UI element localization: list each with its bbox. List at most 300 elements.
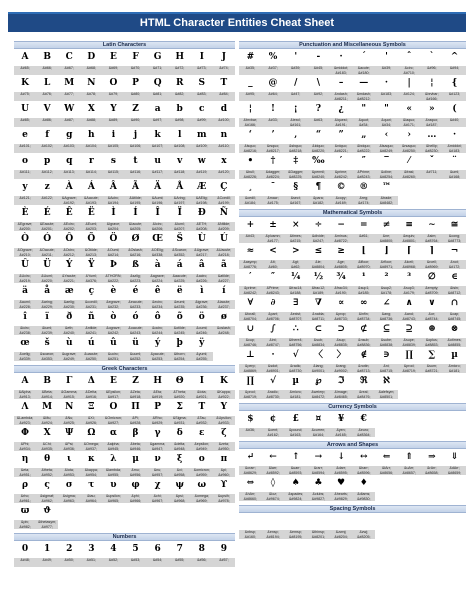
section-heading: Currency Symbols bbox=[239, 403, 466, 411]
entity-code: &ntilde; &#241; bbox=[80, 325, 102, 335]
entity-code: &thinsp; &#8201; bbox=[307, 529, 330, 539]
entity-glyph: £ bbox=[292, 414, 299, 424]
entity-cell bbox=[102, 399, 124, 425]
entity-code: &Phi; &#934; bbox=[14, 441, 36, 451]
entity-glyph: ¸ bbox=[248, 182, 253, 192]
entity-glyph: ‹ bbox=[384, 130, 389, 140]
entity-code: &beta; &#946; bbox=[124, 441, 146, 451]
entity-glyph: í bbox=[222, 286, 226, 296]
entity-glyph: ∠ bbox=[382, 298, 391, 308]
entity-code: &AElig; &#198; bbox=[191, 195, 213, 205]
entity-code: &Delta; &#916; bbox=[80, 389, 102, 399]
entity-glyph: ≠ bbox=[382, 220, 391, 230]
entity-glyph: ℘ bbox=[315, 376, 322, 386]
entity-glyph: ⊇ bbox=[405, 324, 413, 334]
entity-cell bbox=[58, 205, 80, 231]
entity-glyph: τ bbox=[88, 480, 95, 490]
entity-code: &#35; bbox=[239, 65, 262, 75]
entity-glyph bbox=[330, 513, 353, 529]
entity-row bbox=[14, 425, 235, 451]
entity-code: &radic; &#8730; bbox=[262, 389, 285, 399]
entity-code: &omicron; &#959; bbox=[191, 467, 213, 477]
entity-glyph: Ð bbox=[197, 208, 206, 218]
entity-code: &#103; bbox=[58, 143, 80, 153]
entity-glyph: C bbox=[65, 52, 73, 62]
entity-glyph: f bbox=[45, 130, 50, 140]
entity-code: &Epsilon; &#917; bbox=[102, 389, 124, 399]
entity-glyph: V bbox=[43, 104, 51, 114]
entity-cell bbox=[102, 541, 124, 567]
entity-code: &plusmn; &#177; bbox=[262, 233, 285, 243]
entity-cell bbox=[102, 101, 124, 127]
entity-cell bbox=[398, 449, 421, 475]
entity-cell bbox=[352, 411, 375, 437]
entity-code: &piv; &#982; bbox=[14, 519, 36, 529]
entity-code: &rArr; &#8658; bbox=[421, 465, 444, 475]
entity-code: &Oacute; &#211; bbox=[36, 247, 58, 257]
entity-cell bbox=[102, 477, 124, 503]
entity-code: &ucirc; &#251; bbox=[102, 351, 124, 361]
entity-row bbox=[239, 295, 466, 321]
entity-glyph: ↓ bbox=[337, 452, 345, 462]
entity-cell bbox=[375, 373, 398, 399]
entity-glyph: ¥ bbox=[337, 414, 345, 424]
entity-code: &cong; &#8773; bbox=[443, 233, 466, 243]
entity-code: &isin; &#8712; bbox=[443, 285, 466, 295]
entity-code: &#108; bbox=[169, 143, 191, 153]
entity-cell bbox=[443, 101, 466, 127]
entity-row bbox=[14, 541, 235, 567]
entity-code: &#53; bbox=[124, 557, 146, 567]
entity-cell bbox=[352, 101, 375, 127]
entity-code: &minus; &#8722; bbox=[330, 233, 353, 243]
entity-glyph: À bbox=[65, 182, 73, 192]
entity-code: &crarr; &#8629; bbox=[239, 465, 262, 475]
entity-glyph: ÷ bbox=[314, 220, 323, 230]
entity-code: &rceil; &#8969; bbox=[421, 259, 444, 269]
entity-code: &otilde; &#245; bbox=[169, 325, 191, 335]
entity-code: &#82; bbox=[169, 91, 191, 101]
entity-cell bbox=[330, 75, 353, 101]
entity-cell bbox=[169, 477, 191, 503]
entity-code: &lsquo; &#8216; bbox=[239, 143, 262, 153]
entity-code: &Rho; &#929; bbox=[147, 415, 169, 425]
entity-glyph: 9 bbox=[220, 544, 228, 554]
entity-cell bbox=[147, 49, 169, 75]
entity-glyph: κ bbox=[87, 454, 95, 464]
entity-glyph: R bbox=[175, 78, 184, 88]
entity-cell bbox=[330, 243, 353, 269]
entity-code: &nsub; &#8836; bbox=[352, 337, 375, 347]
entity-code: &Igrave; &#204; bbox=[102, 221, 124, 231]
entity-glyph: λ bbox=[110, 454, 117, 464]
entity-cell bbox=[147, 153, 169, 179]
entity-glyph: ∇ bbox=[315, 298, 322, 308]
entity-row bbox=[14, 335, 235, 361]
entity-row bbox=[239, 373, 466, 399]
entity-glyph: w bbox=[197, 156, 206, 166]
entity-cell bbox=[284, 179, 307, 205]
entity-code: &forall; &#8704; bbox=[239, 311, 262, 321]
entity-cell bbox=[36, 257, 58, 283]
entity-glyph: ‘ bbox=[248, 130, 252, 140]
entity-code: &Prime; &#8243; bbox=[352, 169, 375, 179]
entity-glyph: √ bbox=[270, 376, 276, 386]
entity-row bbox=[239, 475, 466, 501]
entity-cell bbox=[330, 321, 353, 347]
entity-glyph: ý bbox=[154, 338, 161, 348]
entity-glyph: Å bbox=[176, 182, 184, 192]
entity-code: &#39; bbox=[375, 65, 398, 75]
entity-code: &#79; bbox=[102, 91, 124, 101]
entity-code: &Zeta; &#918; bbox=[124, 389, 146, 399]
entity-glyph: z bbox=[44, 182, 50, 192]
entity-code: &oplus; &#8853; bbox=[421, 337, 444, 347]
entity-code: &sim; &#8764; bbox=[421, 233, 444, 243]
entity-glyph: ˆ bbox=[406, 52, 412, 62]
entity-cell bbox=[80, 49, 102, 75]
entity-glyph: j bbox=[133, 130, 138, 140]
entity-code: &#121; bbox=[14, 195, 36, 205]
entity-cell bbox=[352, 513, 375, 539]
entity-cell bbox=[102, 179, 124, 205]
entity-glyph: · bbox=[339, 52, 343, 62]
entity-glyph: Η bbox=[153, 376, 162, 386]
entity-glyph: ¢ bbox=[269, 414, 277, 424]
entity-glyph: © bbox=[336, 182, 346, 192]
entity-code: &#63; bbox=[307, 117, 330, 127]
entity-cell bbox=[375, 321, 398, 347]
entity-cell bbox=[352, 217, 375, 243]
entity-code: &pi; &#960; bbox=[213, 467, 235, 477]
entity-glyph: Υ bbox=[220, 402, 228, 412]
entity-glyph: Ù bbox=[197, 234, 206, 244]
entity-cell bbox=[124, 101, 146, 127]
entity-code: &#52; bbox=[102, 557, 124, 567]
entity-code: &Yuml; &#376; bbox=[80, 273, 102, 283]
entity-glyph: Î bbox=[155, 208, 160, 218]
entity-code: &#92; bbox=[307, 91, 330, 101]
entity-glyph: ∏ bbox=[246, 376, 255, 386]
entity-code: &mu; &#956; bbox=[124, 467, 146, 477]
entity-row bbox=[239, 321, 466, 347]
entity-cell bbox=[375, 449, 398, 475]
entity-glyph: θ bbox=[44, 454, 51, 464]
entity-cell bbox=[330, 101, 353, 127]
entity-code: &OElig; &#338; bbox=[147, 247, 169, 257]
entity-cell bbox=[375, 101, 398, 127]
entity-glyph: k bbox=[154, 130, 161, 140]
entity-cell bbox=[375, 179, 398, 205]
entity-code: &perp; &#8869; bbox=[239, 363, 262, 373]
entity-code: &sup1; &#185; bbox=[352, 285, 375, 295]
entity-code: &#61; bbox=[352, 233, 375, 243]
entity-cell bbox=[147, 425, 169, 451]
entity-cell bbox=[262, 411, 285, 437]
entity-glyph: ½ bbox=[313, 272, 324, 282]
entity-glyph: β bbox=[132, 428, 139, 438]
entity-cell bbox=[284, 127, 307, 153]
entity-code: &uArr; &#8657; bbox=[398, 465, 421, 475]
entity-cell bbox=[352, 347, 375, 373]
entity-cell bbox=[14, 49, 36, 75]
entity-code: &Mu; &#924; bbox=[36, 415, 58, 425]
entity-glyph: Q bbox=[153, 78, 162, 88]
entity-glyph: ℵ bbox=[383, 376, 390, 386]
entity-cell bbox=[375, 217, 398, 243]
entity-glyph: ↔ bbox=[360, 452, 368, 462]
entity-cell bbox=[36, 477, 58, 503]
entity-glyph: ( bbox=[452, 104, 457, 114]
entity-cell bbox=[239, 347, 262, 373]
entity-glyph: ê bbox=[154, 286, 161, 296]
entity-glyph: r bbox=[88, 156, 94, 166]
entity-cell bbox=[352, 295, 375, 321]
entity-code: &#72; bbox=[169, 65, 191, 75]
entity-glyph: Ç bbox=[220, 182, 228, 192]
entity-row bbox=[239, 411, 466, 437]
entity-row bbox=[239, 269, 466, 295]
entity-code: &equiv; &#8801; bbox=[398, 233, 421, 243]
entity-code: &Auml; &#196; bbox=[147, 195, 169, 205]
entity-glyph: Ì bbox=[111, 208, 116, 218]
entity-code: &oslash; &#248; bbox=[213, 325, 235, 335]
entity-cell bbox=[239, 321, 262, 347]
entity-cell bbox=[262, 513, 285, 539]
entity-code: &#33; bbox=[262, 117, 285, 127]
entity-cell bbox=[352, 373, 375, 399]
entity-cell bbox=[284, 101, 307, 127]
entity-code: &#83; bbox=[191, 91, 213, 101]
entity-glyph: m bbox=[197, 130, 207, 140]
entity-glyph: ‾ bbox=[384, 156, 389, 166]
entity-glyph: » bbox=[429, 104, 435, 114]
entity-code: &spades; &#9824; bbox=[284, 491, 307, 501]
entity-cell bbox=[80, 477, 102, 503]
entity-cell bbox=[213, 49, 235, 75]
entity-cell bbox=[307, 101, 330, 127]
entity-cell bbox=[102, 451, 124, 477]
entity-code: &brvbar; &#166; bbox=[239, 117, 262, 127]
entity-glyph: J bbox=[221, 52, 227, 62]
entity-cell bbox=[80, 541, 102, 567]
entity-glyph: Ã bbox=[132, 182, 139, 192]
entity-code: &iexcl; &#161; bbox=[284, 117, 307, 127]
entity-code: &#65; bbox=[14, 65, 36, 75]
entity-code: &omega; &#969; bbox=[191, 493, 213, 503]
entity-cell bbox=[398, 75, 421, 101]
entity-code: &Theta; &#920; bbox=[169, 389, 191, 399]
entity-cell bbox=[213, 373, 235, 399]
entity-glyph: O bbox=[109, 78, 118, 88]
entity-code: &#115; bbox=[102, 169, 124, 179]
entity-row bbox=[14, 283, 235, 309]
entity-cell bbox=[169, 75, 191, 101]
entity-cell bbox=[124, 231, 146, 257]
entity-glyph: Γ bbox=[66, 376, 73, 386]
entity-code: &#711; bbox=[421, 169, 444, 179]
entity-glyph: · bbox=[452, 130, 457, 140]
entity-cell bbox=[239, 513, 262, 539]
entity-glyph: ′ bbox=[339, 156, 343, 166]
entity-cell bbox=[191, 127, 213, 153]
entity-cell bbox=[102, 75, 124, 101]
entity-glyph: c bbox=[199, 104, 205, 114]
entity-code: &oelig; &#339; bbox=[14, 351, 36, 361]
entity-glyph: l bbox=[177, 130, 182, 140]
entity-code: &#122; bbox=[36, 195, 58, 205]
entity-glyph: Π bbox=[131, 402, 140, 412]
entity-cell bbox=[421, 153, 444, 179]
entity-code: &cent; &#162; bbox=[262, 427, 285, 437]
entity-glyph: ′ bbox=[249, 272, 252, 282]
entity-code: &Ocirc; &#212; bbox=[58, 247, 80, 257]
entity-glyph: ⊥ bbox=[246, 350, 255, 360]
entity-cell bbox=[80, 283, 102, 309]
entity-glyph: ϒ bbox=[220, 480, 228, 490]
entity-glyph: û bbox=[110, 338, 117, 348]
entity-code: &lsaquo; &#8249; bbox=[375, 143, 398, 153]
entity-glyph: † bbox=[270, 156, 276, 166]
entity-cell bbox=[124, 477, 146, 503]
entity-code: &lceil; &#8968; bbox=[398, 259, 421, 269]
entity-glyph: ë bbox=[176, 286, 183, 296]
entity-code: &#88; bbox=[80, 117, 102, 127]
entity-code: &macr; &#175; bbox=[262, 195, 285, 205]
entity-cell bbox=[14, 101, 36, 127]
entity-code: &#89; bbox=[102, 117, 124, 127]
entity-cell bbox=[239, 179, 262, 205]
entity-glyph: Ý bbox=[66, 260, 73, 270]
entity-cell bbox=[284, 513, 307, 539]
entity-cell bbox=[262, 127, 285, 153]
entity-code: &Tau; &#932; bbox=[191, 415, 213, 425]
entity-code: &Psi; &#936; bbox=[58, 441, 80, 451]
entity-code: &#85; bbox=[14, 117, 36, 127]
entity-code: &yuml; &#255; bbox=[191, 351, 213, 361]
entity-cell bbox=[36, 205, 58, 231]
entity-glyph: L bbox=[43, 78, 51, 88]
entity-glyph: ω bbox=[197, 480, 207, 490]
entity-code: &#110; bbox=[213, 143, 235, 153]
entity-glyph: H bbox=[175, 52, 184, 62]
entity-cell bbox=[36, 153, 58, 179]
entity-glyph: υ bbox=[110, 480, 117, 490]
entity-cell bbox=[14, 153, 36, 179]
entity-glyph: p bbox=[43, 156, 51, 166]
entity-code: &laquo; &#171; bbox=[398, 117, 421, 127]
entity-glyph: æ bbox=[64, 286, 74, 296]
entity-code: &uuml; &#252; bbox=[124, 351, 146, 361]
entity-code: &ETH; &#208; bbox=[191, 221, 213, 231]
entity-code: &hearts; &#9829; bbox=[330, 491, 353, 501]
entity-cell bbox=[375, 75, 398, 101]
entity-cell bbox=[284, 347, 307, 373]
entity-glyph: ϖ bbox=[20, 506, 30, 516]
entity-code: &#124; bbox=[398, 91, 421, 101]
entity-code: &#67; bbox=[58, 65, 80, 75]
entity-cell bbox=[375, 347, 398, 373]
entity-cell bbox=[36, 399, 58, 425]
entity-code: &#99; bbox=[191, 117, 213, 127]
entity-code: &dagger; &#8224; bbox=[262, 169, 285, 179]
entity-cell bbox=[330, 127, 353, 153]
entity-glyph: ∫ bbox=[270, 324, 276, 334]
entity-code: &#64; bbox=[262, 91, 285, 101]
entity-cell bbox=[147, 231, 169, 257]
entity-row bbox=[239, 217, 466, 243]
entity-code: &emsp; &#8195; bbox=[284, 529, 307, 539]
entity-code: &loz; &#9674; bbox=[262, 491, 285, 501]
entity-row bbox=[14, 179, 235, 205]
entity-cell bbox=[330, 513, 353, 539]
entity-cell bbox=[102, 205, 124, 231]
entity-cell bbox=[169, 205, 191, 231]
entity-cell bbox=[169, 335, 191, 361]
entity-code: &ccedil; &#231; bbox=[80, 299, 102, 309]
entity-glyph: 0 bbox=[21, 544, 29, 554]
entity-cell bbox=[352, 475, 375, 501]
entity-code: &Uacute; &#218; bbox=[213, 247, 235, 257]
entity-row bbox=[239, 243, 466, 269]
entity-code: &exist; &#8707; bbox=[284, 311, 307, 321]
entity-code: &prop; &#8733; bbox=[330, 311, 353, 321]
entity-code: &#123; bbox=[443, 91, 466, 101]
entity-row bbox=[239, 449, 466, 475]
entity-cell bbox=[191, 373, 213, 399]
entity-cell bbox=[421, 295, 444, 321]
entity-code: &Aring; &#197; bbox=[169, 195, 191, 205]
entity-cell bbox=[58, 127, 80, 153]
entity-code: &Iuml; &#207; bbox=[169, 221, 191, 231]
entity-glyph: ‚ bbox=[294, 130, 298, 140]
entity-cell bbox=[398, 101, 421, 127]
entity-glyph: Τ bbox=[198, 402, 206, 412]
entity-cell bbox=[102, 153, 124, 179]
entity-code: &times; &#215; bbox=[284, 233, 307, 243]
entity-glyph: X bbox=[87, 104, 95, 114]
entity-cell bbox=[421, 347, 444, 373]
entity-code: &divide; &#247; bbox=[307, 233, 330, 243]
entity-cell bbox=[239, 153, 262, 179]
entity-glyph: ξ bbox=[177, 454, 183, 464]
entity-glyph: ∩ bbox=[450, 298, 459, 308]
entity-code: &mdash; &#8212; bbox=[352, 91, 375, 101]
entity-code: &#102; bbox=[36, 143, 58, 153]
entity-cell bbox=[147, 309, 169, 335]
entity-cell bbox=[80, 179, 102, 205]
entity-glyph: ¬ bbox=[450, 246, 459, 256]
entity-code: &there4; &#8756; bbox=[284, 337, 307, 347]
entity-code: &Ucirc; &#219; bbox=[14, 273, 36, 283]
entity-code: &ndash; &#8211; bbox=[330, 91, 353, 101]
entity-glyph: ↵ bbox=[246, 452, 255, 462]
entity-code: &zeta; &#950; bbox=[213, 441, 235, 451]
entity-glyph: @ bbox=[268, 78, 278, 88]
entity-cell bbox=[58, 373, 80, 399]
entity-glyph: b bbox=[176, 104, 183, 114]
entity-code: &Ouml; &#214; bbox=[102, 247, 124, 257]
entity-code: &frasl; &#8260; bbox=[398, 169, 421, 179]
entity-code: &prime; &#8242; bbox=[330, 169, 353, 179]
entity-cell bbox=[58, 335, 80, 361]
entity-cell bbox=[330, 449, 353, 475]
entity-glyph: ∪ bbox=[246, 324, 255, 334]
entity-cell bbox=[102, 335, 124, 361]
entity-cell bbox=[147, 451, 169, 477]
entity-code: &#114; bbox=[80, 169, 102, 179]
entity-code: &Iota; &#921; bbox=[191, 389, 213, 399]
